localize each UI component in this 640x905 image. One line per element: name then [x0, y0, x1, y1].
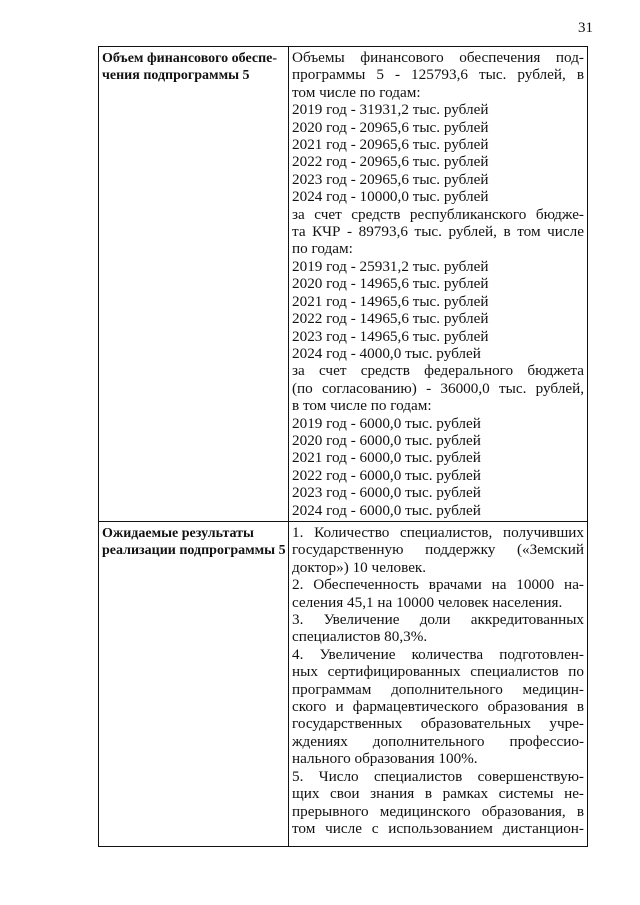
value-line: 4. Увеличение количества подготовлен-: [292, 645, 584, 663]
label-line: реализации подпрограммы 5: [102, 543, 286, 558]
value-line: 3. Увеличение доли аккредитованных: [292, 611, 584, 629]
row-value-financing: [289, 47, 588, 522]
value-line: за счет средств республиканского бюдже-: [292, 205, 584, 223]
value-line: 2020 год - 20965,6 тыс. рублей: [292, 118, 489, 136]
value-line: 2020 год - 14965,6 тыс. рублей: [292, 275, 489, 293]
value-line: прерывного медицинского образования, в: [292, 802, 584, 820]
value-line: в том числе по годам:: [292, 397, 432, 415]
value-line: 2021 год - 6000,0 тыс. рублей: [292, 449, 481, 467]
value-line: том числе по годам:: [292, 83, 421, 101]
value-line: государственных образовательных учре-: [292, 715, 584, 733]
value-line: 2023 год - 14965,6 тыс. рублей: [292, 327, 489, 345]
value-line: по годам:: [292, 240, 353, 258]
value-line: 2022 год - 20965,6 тыс. рублей: [292, 153, 489, 171]
value-line: 2024 год - 6000,0 тыс. рублей: [292, 501, 481, 519]
table-row-financing: [99, 47, 588, 522]
value-line: 2023 год - 6000,0 тыс. рублей: [292, 484, 481, 502]
value-line: селения 45,1 на 10000 человек населения.: [292, 593, 563, 611]
value-line: 2024 год - 4000,0 тыс. рублей: [292, 344, 481, 362]
value-line: государственную поддержку («Земский: [292, 541, 584, 559]
value-line: ского и фармацевтического образования в: [292, 698, 584, 716]
value-line: 2019 год - 25931,2 тыс. рублей: [292, 257, 489, 275]
value-line: доктор») 10 человек.: [292, 558, 427, 576]
value-line: том числе с использованием дистанцион-: [292, 819, 584, 837]
value-line: (по согласованию) - 36000,0 тыс. рублей,: [292, 379, 584, 397]
value-line: щих свои знания в рамках системы не-: [292, 785, 584, 803]
label-line: Объем финансового обеспе-: [102, 51, 278, 66]
value-line: 2024 год - 10000,0 тыс. рублей: [292, 188, 489, 206]
value-line: 1. Количество специалистов, получивших: [292, 524, 584, 541]
value-line: Объемы финансового обеспечения под-: [292, 49, 584, 66]
value-line: 2021 год - 14965,6 тыс. рублей: [292, 292, 489, 310]
passport-table: [98, 46, 588, 847]
value-line: программы 5 - 125793,6 тыс. рублей, в: [292, 66, 584, 84]
row-value-results: [289, 522, 588, 847]
value-line: 5. Число специалистов совершенствую-: [292, 767, 584, 785]
value-line: 2022 год - 14965,6 тыс. рублей: [292, 310, 489, 328]
value-line: 2020 год - 6000,0 тыс. рублей: [292, 431, 481, 449]
page-number: 31: [578, 20, 593, 36]
value-line: ных сертифицированных специалистов по: [292, 663, 584, 681]
value-line: 2019 год - 6000,0 тыс. рублей: [292, 414, 481, 432]
value-line: нального образования 100%.: [292, 750, 478, 768]
value-line: программам дополнительного медицин-: [292, 680, 584, 698]
value-line: 2. Обеспеченность врачами на 10000 на-: [292, 576, 584, 594]
value-line: 2019 год - 31931,2 тыс. рублей: [292, 101, 489, 119]
value-line: та КЧР - 89793,6 тыс. рублей, в том числе: [292, 223, 584, 241]
value-line: за счет средств федерального бюджета: [292, 362, 584, 380]
label-line: Ожидаемые результаты: [102, 526, 254, 541]
table-row-results: [99, 522, 588, 847]
value-line: 2021 год - 20965,6 тыс. рублей: [292, 136, 489, 154]
value-line: 2023 год - 20965,6 тыс. рублей: [292, 170, 489, 188]
row-label-financing: [99, 47, 289, 522]
row-label-results: [99, 522, 289, 847]
value-line: ждениях дополнительного профессио-: [292, 732, 584, 750]
value-line: 2022 год - 6000,0 тыс. рублей: [292, 466, 481, 484]
value-line: специалистов 80,3%.: [292, 628, 428, 646]
label-line: чения подпрограммы 5: [102, 68, 250, 83]
